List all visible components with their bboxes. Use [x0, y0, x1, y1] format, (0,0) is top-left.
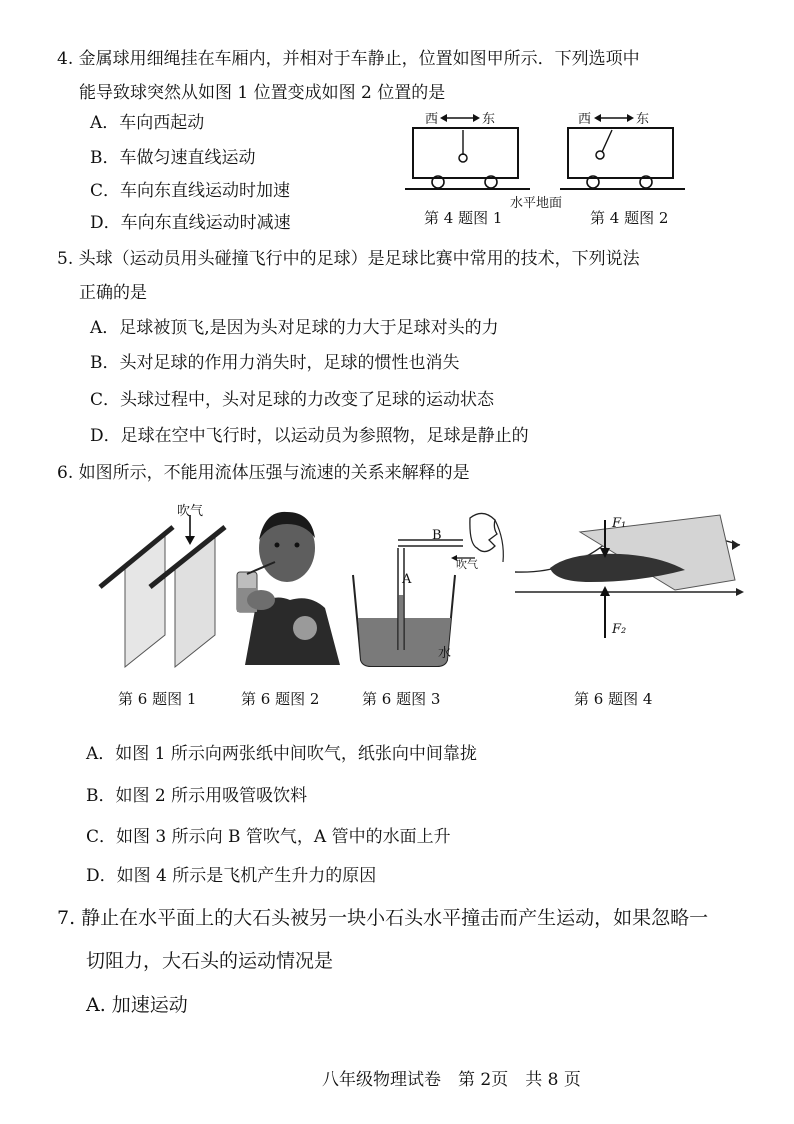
q4-option-a: A．车向西起动 [90, 113, 205, 133]
tube-a-label: A [402, 572, 412, 587]
q5-stem-line1: 5. 头球（运动员用头碰撞飞行中的足球）是足球比赛中常用的技术，下列说法 [57, 249, 640, 269]
force-f1-label: F₁ [612, 516, 627, 531]
car-diagram-1 [405, 125, 530, 193]
q6-stem: 6. 如图所示，不能用流体压强与流速的关系来解释的是 [57, 463, 470, 483]
q4-option-b: B．车做匀速直线运动 [90, 148, 256, 168]
double-arrow-icon [440, 112, 480, 124]
q6-fig1-caption: 第 6 题图 1 [118, 690, 197, 708]
q5-stem-line2: 正确的是 [79, 283, 147, 303]
q5-option-a: A．足球被顶飞,是因为头对足球的力大于足球对头的力 [90, 318, 499, 338]
page-footer: 八年级物理试卷 第 2页 共 8 页 [322, 1070, 581, 1090]
tube-b-label: B [432, 528, 442, 543]
q5-option-d: D．足球在空中飞行时，以运动员为参照物，足球是静止的 [90, 426, 529, 446]
q7-stem-line2: 切阻力，大石头的运动情况是 [86, 950, 334, 972]
q6-option-b: B．如图 2 所示用吸管吸饮料 [86, 786, 308, 806]
q6-fig4-caption: 第 6 题图 4 [574, 690, 653, 708]
q4-option-c: C．车向东直线运动时加速 [90, 181, 291, 201]
q6-option-d: D．如图 4 所示是飞机产生升力的原因 [86, 866, 377, 886]
blow-label: 吹气 [177, 504, 204, 519]
q7-stem-line1: 7. 静止在水平面上的大石头被另一块小石头水平撞击而产生运动，如果忽略一 [57, 907, 709, 929]
direction-east-label: 东 [482, 112, 496, 127]
car-diagram-2 [560, 125, 685, 193]
q4-fig2-caption: 第 4 题图 2 [590, 209, 669, 227]
direction-west-label: 西 [425, 112, 439, 127]
force-f2-label: F₂ [612, 622, 627, 637]
q4-fig1-caption: 第 4 题图 1 [424, 209, 503, 227]
paper-sheets-diagram [95, 505, 240, 670]
q5-option-c: C．头球过程中，头对足球的力改变了足球的运动状态 [90, 390, 495, 410]
q6-option-a: A．如图 1 所示向两张纸中间吹气，纸张向中间靠拢 [86, 744, 477, 764]
boy-with-straw-photo [225, 500, 350, 670]
beaker-tubes-diagram [345, 500, 515, 670]
direction-west-label: 西 [578, 112, 592, 127]
q6-fig3-caption: 第 6 题图 3 [362, 690, 441, 708]
q4-option-d: D．车向东直线运动时减速 [90, 213, 291, 233]
airfoil-diagram [510, 510, 750, 645]
direction-east-label: 东 [636, 112, 650, 127]
ground-label: 水平地面 [510, 196, 563, 211]
q4-stem-line2: 能导致球突然从如图 1 位置变成如图 2 位置的是 [79, 83, 446, 103]
q4-stem-line1: 4. 金属球用细绳挂在车厢内，并相对于车静止，位置如图甲所示．下列选项中 [57, 49, 640, 69]
q6-option-c: C．如图 3 所示向 B 管吹气，A 管中的水面上升 [86, 827, 451, 847]
q5-option-b: B．头对足球的作用力消失时，足球的惯性也消失 [90, 353, 460, 373]
q7-option-a: A. 加速运动 [86, 994, 188, 1016]
q6-fig2-caption: 第 6 题图 2 [241, 690, 320, 708]
double-arrow-icon [594, 112, 634, 124]
water-label: 水 [438, 646, 452, 661]
blow-label: 吹气 [456, 558, 478, 571]
